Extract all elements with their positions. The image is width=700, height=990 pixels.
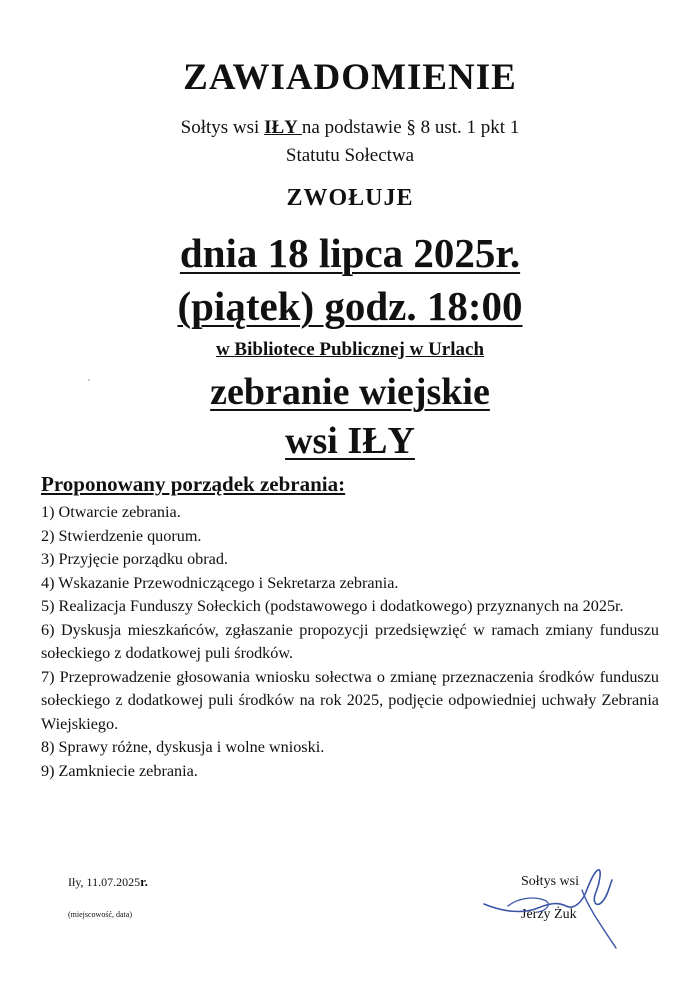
agenda-item: 5) Realizacja Funduszy Sołeckich (podstawowego i dodatkowego) przyznanych na 2025r.: [41, 597, 624, 615]
village-name: IŁY: [264, 117, 302, 138]
agenda-item: 3) Przyjęcie porządku obrad.: [41, 550, 228, 568]
agenda-item: 7) Przeprowadzenie głosowania wniosku sołectwa o zmianę przeznaczenia środków funduszu sołeckiego z dodatkowej puli środków na rok 2025, podjęcie odpowiedniej uchwały Zebrania Wiejskiego.: [41, 667, 659, 733]
meeting-time-text: (piątek) godz. 18:00: [177, 283, 523, 329]
notice-title: ZAWIADOMIENIE: [183, 57, 517, 98]
place-date-suffix: r.: [140, 874, 148, 889]
meeting-village-text: wsi IŁY: [285, 420, 415, 462]
intro-line-2: Statutu Sołectwa: [285, 145, 415, 166]
agenda-item: 8) Sprawy różne, dyskusja i wolne wnioski.: [41, 738, 325, 756]
agenda-item: 4) Wskazanie Przewodniczącego i Sekretarza zebrania.: [41, 573, 399, 592]
meeting-location-text: w Bibliotece Publicznej w Urlach: [215, 339, 485, 360]
handwritten-signature: [478, 862, 628, 957]
intro-prefix: Sołtys wsi: [180, 117, 265, 138]
agenda-item: 1) Otwarcie zebrania.: [41, 503, 181, 521]
intro-suffix: na podstawie § 8 ust. 1 pkt 1: [301, 117, 520, 138]
meeting-location: [0, 339, 700, 361]
intro-line-1: [0, 117, 700, 139]
meeting-type: [0, 370, 700, 414]
signature-stroke-loop: [508, 898, 548, 912]
signature-stroke-tail: [582, 890, 616, 948]
signer-role: Sołtys wsi: [521, 874, 579, 889]
place-and-date: [68, 874, 148, 890]
meeting-village: [0, 419, 700, 463]
agenda-item: 2) Stwierdzenie quorum.: [41, 526, 202, 545]
meeting-date-text: dnia 18 lipca 2025r.: [179, 230, 521, 276]
agenda-heading: Proponowany porządek zebrania:: [41, 472, 346, 496]
signer-name: Jerzy Żuk: [521, 907, 577, 922]
meeting-date: [0, 229, 700, 277]
agenda-item: 9) Zamkniecie zebrania.: [41, 761, 198, 780]
agenda-section: [41, 472, 659, 783]
place-date-text: Iły, 11.07.2025: [68, 875, 141, 889]
agenda-list: [41, 501, 659, 783]
place-date-caption: (miejscowość, data): [68, 910, 132, 919]
meeting-type-text: zebranie wiejskie: [210, 371, 490, 413]
convenes-heading: ZWOŁUJE: [286, 185, 414, 211]
agenda-item: 6) Dyskusja mieszkańców, zgłaszanie propozycji przedsięwzięć w ramach zmiany funduszu sołeckiego z dodatkowej puli środków.: [41, 620, 659, 662]
meeting-time: [0, 282, 700, 330]
